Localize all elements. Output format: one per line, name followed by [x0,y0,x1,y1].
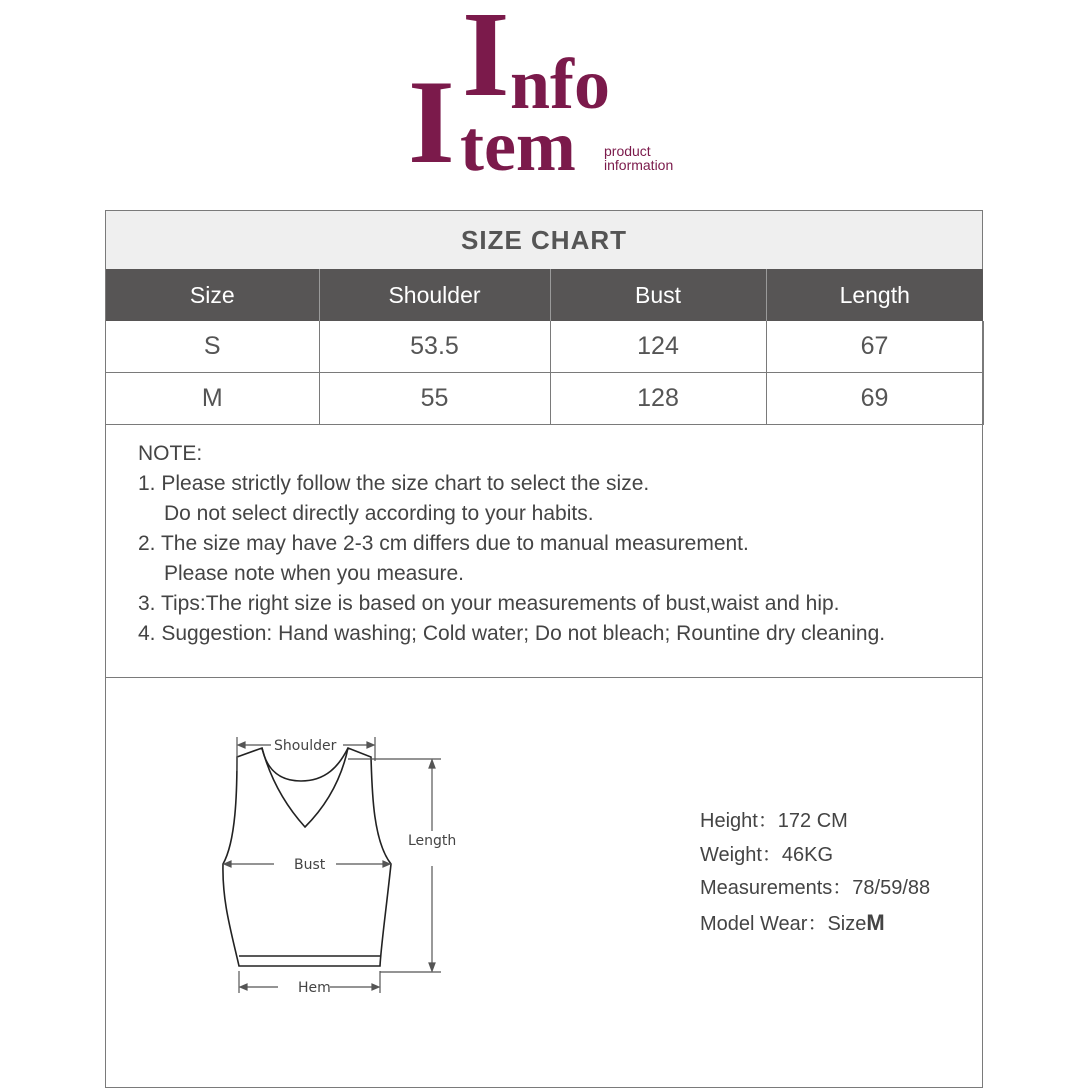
column-header-bust: Bust [550,269,766,321]
logo-sub-information: information [604,157,674,173]
size-chart-title: SIZE CHART [106,211,982,269]
cell-bust: 128 [550,373,766,425]
cell-shoulder: 55 [319,373,550,425]
vest-measurement-diagram [216,731,466,1011]
cell-length: 67 [766,321,983,373]
model-wear [700,906,930,942]
note-line: 1. Please strictly follow the size chart to select the size. [138,472,650,495]
notes-heading: NOTE: [138,442,203,465]
notes-section [138,439,885,649]
logo-sub-product: product [604,143,651,159]
cell-length: 69 [766,373,983,425]
column-header-size: Size [106,269,319,321]
note-line: 3. Tips:The right size is based on your measurements of bust,waist and hip. [138,592,840,615]
diagram-label-length: Length [408,833,457,849]
logo-letter-i-top: I [462,0,510,122]
diagram-label-hem: Hem [298,980,331,996]
model-wear-label: Model Wear：Size [700,912,867,935]
column-header-length: Length [766,269,983,321]
logo-tem: tem [460,106,576,186]
size-chart-panel [105,210,983,1088]
cell-bust: 124 [550,321,766,373]
model-measurements: Measurements：78/59/88 [700,877,931,899]
logo-nfo: nfo [510,44,611,124]
size-table-header [106,269,983,321]
diagram-label-shoulder: Shoulder [274,738,337,754]
section-divider [106,677,982,678]
table-row [106,321,983,373]
cell-shoulder: 53.5 [319,321,550,373]
note-line: 4. Suggestion: Hand washing; Cold water; Do not bleach; Rountine dry cleaning. [138,622,886,645]
model-weight: Weight：46KG [700,843,834,866]
note-line: 2. The size may have 2-3 cm differs due to manual measurement. [138,532,749,555]
model-info [700,805,930,941]
column-header-shoulder: Shoulder [319,269,550,321]
table-row [106,373,983,425]
cell-size: S [106,321,319,373]
size-table [106,269,984,425]
note-line: Please note when you measure. [164,562,465,585]
model-wear-size: M [866,909,885,935]
cell-size: M [106,373,319,425]
diagram-label-bust: Bust [294,857,326,873]
note-line: Do not select directly according to your habits. [164,502,594,525]
model-height: Height：172 CM [700,810,848,832]
logo-letter-i-bottom: I [408,55,455,188]
